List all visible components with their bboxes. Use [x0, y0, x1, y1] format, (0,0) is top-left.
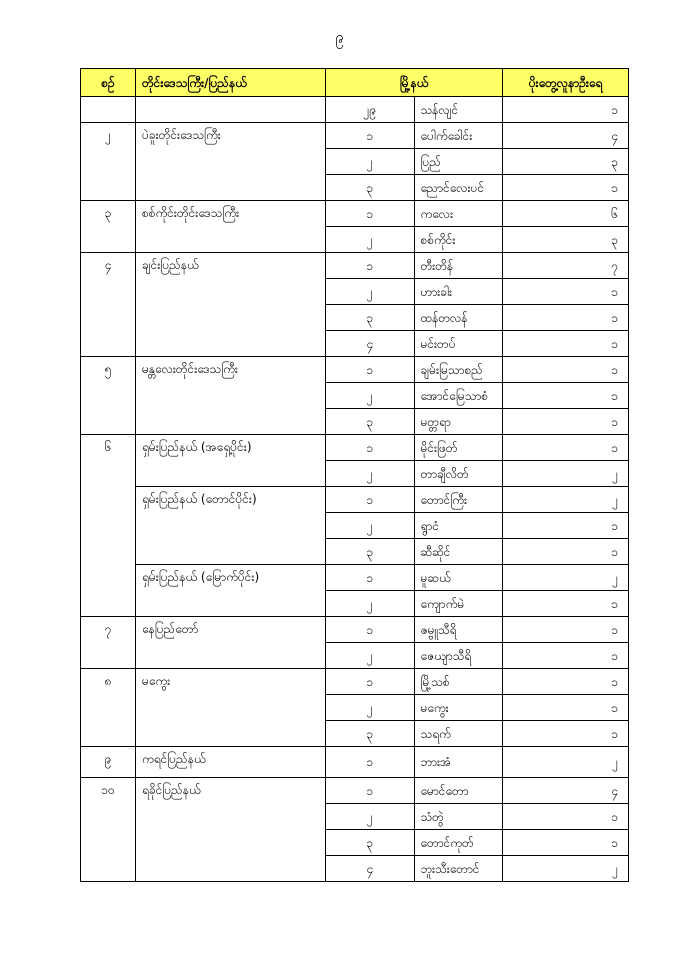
row-no: ၂ [81, 123, 136, 201]
row-region: မန္တလေးတိုင်းဒေသကြီး [136, 357, 326, 435]
table-row [81, 487, 629, 513]
row-township: ညောင်လေးပင် [414, 175, 503, 201]
row-count: ၁ [503, 409, 629, 435]
row-township: မူဆယ် [414, 565, 503, 591]
header-region: တိုင်းဒေသကြီး/ပြည်နယ် [136, 69, 326, 97]
row-count: ၆ [503, 201, 629, 227]
row-count: ၃ [503, 149, 629, 175]
row-count: ၂ [503, 487, 629, 513]
row-index: ၂ [326, 513, 415, 539]
row-index: ၁ [326, 123, 415, 149]
table-row [81, 747, 629, 778]
row-region [136, 97, 326, 123]
row-index: ၁ [326, 617, 415, 643]
row-township: အောင်မြေသာစံ [414, 383, 503, 409]
row-township: မြို့သစ် [414, 669, 503, 695]
header-count: ပိုးတွေ့လူနာဦးရေ [503, 69, 629, 97]
row-index: ၄ [326, 856, 415, 882]
table-header-row [81, 69, 629, 97]
row-count: ၄ [503, 778, 629, 804]
row-count: ၂ [503, 747, 629, 778]
row-index: ၂ [326, 804, 415, 830]
row-count: ၁ [503, 539, 629, 565]
table-row [81, 123, 629, 149]
row-township: ဟားခါး [414, 279, 503, 305]
row-region: ချင်းပြည်နယ် [136, 253, 326, 357]
row-region: ပဲခူးတိုင်းဒေသကြီး [136, 123, 326, 201]
row-index: ၂ [326, 383, 415, 409]
row-township: မိုင်းဖြတ် [414, 435, 503, 461]
row-township: ပြည် [414, 149, 503, 175]
row-count: ၁ [503, 331, 629, 357]
row-index: ၃ [326, 409, 415, 435]
row-region: ကရင်ပြည်နယ် [136, 747, 326, 778]
row-count: ၁ [503, 721, 629, 747]
row-count: ၁ [503, 435, 629, 461]
table-row [81, 669, 629, 695]
row-township: တီးတိန် [414, 253, 503, 279]
row-index: ၃ [326, 830, 415, 856]
table-row [81, 435, 629, 461]
cases-by-township-table [80, 68, 629, 882]
table-row [81, 565, 629, 591]
header-township: မြို့နယ် [326, 69, 503, 97]
row-no: ၈ [81, 669, 136, 747]
row-no: ၃ [81, 201, 136, 253]
row-township: ကလေး [414, 201, 503, 227]
row-index: ၃ [326, 721, 415, 747]
row-index: ၃ [326, 305, 415, 331]
row-count: ၁ [503, 383, 629, 409]
row-township: ချမ်းမြသာစည် [414, 357, 503, 383]
row-township: ကျောက်မဲ [414, 591, 503, 617]
row-index: ၁ [326, 487, 415, 513]
row-count: ၃ [503, 227, 629, 253]
row-township: တာချီလိတ် [414, 461, 503, 487]
table-row [81, 201, 629, 227]
row-index: ၂ [326, 461, 415, 487]
row-township: သရက် [414, 721, 503, 747]
row-index: ၁ [326, 357, 415, 383]
row-region: နေပြည်တော် [136, 617, 326, 669]
row-count: ၁ [503, 617, 629, 643]
row-index: ၁ [326, 565, 415, 591]
row-no: ၅ [81, 357, 136, 435]
row-index: ၃ [326, 539, 415, 565]
row-township: ရွာငံ [414, 513, 503, 539]
row-index: ၂ [326, 279, 415, 305]
row-count: ၁ [503, 643, 629, 669]
row-index: ၁ [326, 778, 415, 804]
row-index: ၁ [326, 201, 415, 227]
table-row [81, 253, 629, 279]
row-no [81, 97, 136, 123]
table-row [81, 617, 629, 643]
row-index: ၄ [326, 331, 415, 357]
row-township: သံတွဲ [414, 804, 503, 830]
row-no: ၆ [81, 435, 136, 617]
row-township: မင်းတပ် [414, 331, 503, 357]
row-count: ၁ [503, 357, 629, 383]
header-no: စဉ် [81, 69, 136, 97]
row-count: ၁ [503, 513, 629, 539]
row-region: ရှမ်းပြည်နယ် (အရှေ့ပိုင်း) [136, 435, 326, 487]
row-count: ၁ [503, 591, 629, 617]
row-no: ၄ [81, 253, 136, 357]
row-township: သန်လျင် [414, 97, 503, 123]
row-township: ဆီဆိုင် [414, 539, 503, 565]
row-township: ဇမ္ဗူသီရိ [414, 617, 503, 643]
row-region: မကွေး [136, 669, 326, 747]
page-number: ၉ [335, 28, 344, 46]
row-township: ဘားအံ [414, 747, 503, 778]
row-count: ၁ [503, 279, 629, 305]
row-township: မောင်တော [414, 778, 503, 804]
row-township: မတ္တရာ [414, 409, 503, 435]
row-index: ၁ [326, 747, 415, 778]
row-township: တောင်ကုတ် [414, 830, 503, 856]
row-count: ၁ [503, 804, 629, 830]
row-no: ၁၀ [81, 778, 136, 882]
row-index: ၃ [326, 175, 415, 201]
row-region: ရှမ်းပြည်နယ် (တောင်ပိုင်း) [136, 487, 326, 565]
row-index: ၂ [326, 591, 415, 617]
row-region: စစ်ကိုင်းတိုင်းဒေသကြီး [136, 201, 326, 253]
row-township: စစ်ကိုင်း [414, 227, 503, 253]
row-index: ၂ [326, 643, 415, 669]
row-index: ၂ [326, 227, 415, 253]
row-region: ရခိုင်ပြည်နယ် [136, 778, 326, 882]
row-count: ၁ [503, 830, 629, 856]
row-count: ၁ [503, 695, 629, 721]
row-index: ၂ [326, 149, 415, 175]
row-township: ပေါက်ခေါင်း [414, 123, 503, 149]
row-count: ၁ [503, 305, 629, 331]
row-township: ဇေယျာသီရိ [414, 643, 503, 669]
row-count: ၁ [503, 175, 629, 201]
row-count: ၂ [503, 565, 629, 591]
table-row [81, 357, 629, 383]
row-count: ၇ [503, 253, 629, 279]
table-row [81, 778, 629, 804]
row-count: ၂ [503, 856, 629, 882]
row-township: ထန်တလန် [414, 305, 503, 331]
row-index: ၂ [326, 695, 415, 721]
row-index: ၁ [326, 669, 415, 695]
row-no: ၇ [81, 617, 136, 669]
row-index: ၁ [326, 253, 415, 279]
row-no: ၉ [81, 747, 136, 778]
row-region: ရှမ်းပြည်နယ် (မြောက်ပိုင်း) [136, 565, 326, 617]
row-index: ၂၉ [326, 97, 415, 123]
row-township: မကွေး [414, 695, 503, 721]
row-count: ၁ [503, 97, 629, 123]
row-township: တောင်ကြီး [414, 487, 503, 513]
row-count: ၁ [503, 669, 629, 695]
row-count: ၂ [503, 461, 629, 487]
row-count: ၄ [503, 123, 629, 149]
table-row [81, 97, 629, 123]
row-township: ဘူးသီးတောင် [414, 856, 503, 882]
row-index: ၁ [326, 435, 415, 461]
